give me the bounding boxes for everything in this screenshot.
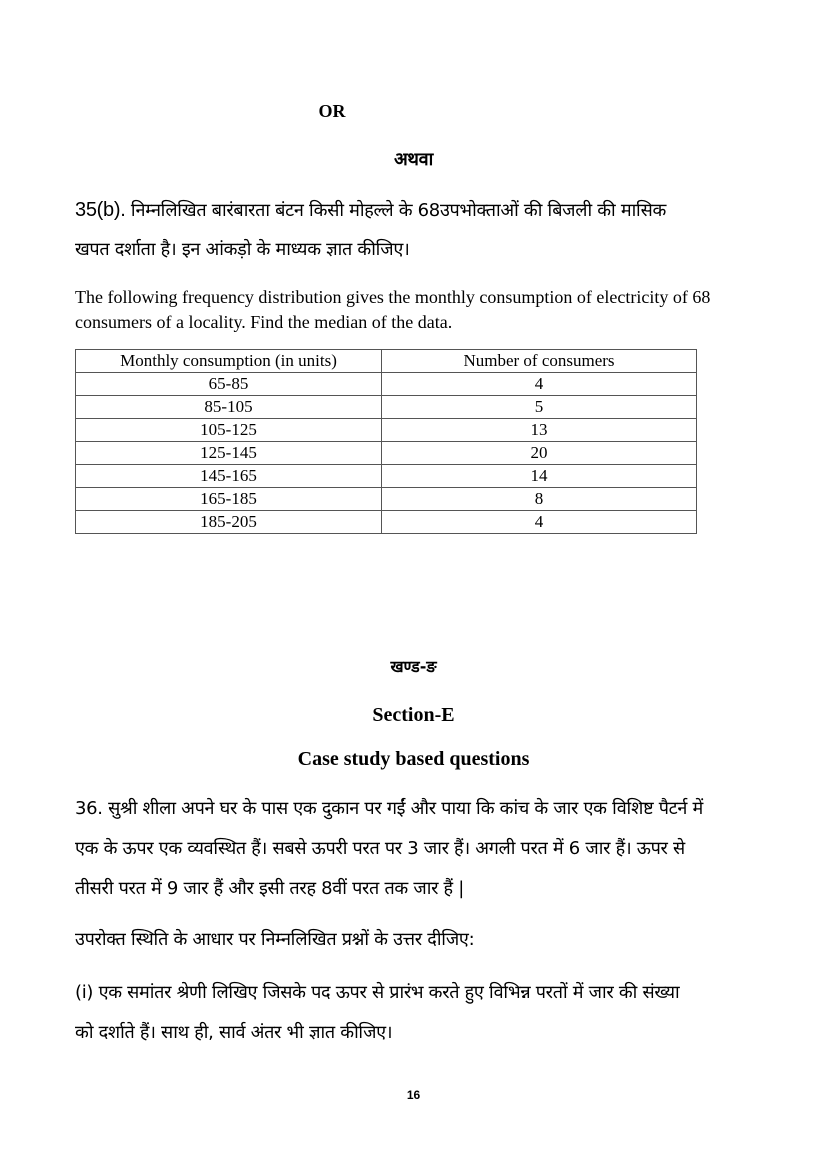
- frequency-table: [75, 349, 697, 534]
- page-number: 16: [406, 1088, 421, 1102]
- table-row: [76, 442, 697, 465]
- table-cell: 65-85: [76, 373, 382, 396]
- table-cell: 14: [382, 465, 697, 488]
- table-row: [76, 396, 697, 419]
- question-text: निम्नलिखित बारंबारता बंटन किसी मोहल्ले के 68उपभोक्ताओं की बिजली की मासिक: [125, 200, 667, 221]
- column-header: Number of consumers: [382, 350, 697, 373]
- table-cell: 5: [382, 396, 697, 419]
- question-36-line2: एक के ऊपर एक व्यवस्थित हैं। सबसे ऊपरी परत पर 3 जार हैं। अगली परत में 6 जार हैं। ऊपर से: [75, 838, 685, 859]
- table-row: [76, 511, 697, 534]
- table-cell: 145-165: [76, 465, 382, 488]
- table-cell: 4: [382, 511, 697, 534]
- question-36-part-i-line1: (i) एक समांतर श्रेणी लिखिए जिसके पद ऊपर से प्रारंभ करते हुए विभिन्न परतों में जार की संख्या: [75, 982, 680, 1003]
- athva-heading: अथवा: [393, 149, 434, 170]
- table-row: [76, 465, 697, 488]
- table-row: [76, 488, 697, 511]
- question-35b-hindi-line1: [75, 198, 666, 222]
- table-cell: 125-145: [76, 442, 382, 465]
- table-cell: 4: [382, 373, 697, 396]
- table-cell: 8: [382, 488, 697, 511]
- table-cell: 165-185: [76, 488, 382, 511]
- question-35b-hindi-line2: खपत दर्शाता है। इन आंकड़ो के माध्यक ज्ञात कीजिए।: [75, 239, 410, 260]
- table-cell: 105-125: [76, 419, 382, 442]
- table-row: [76, 419, 697, 442]
- section-hindi-title: खण्ड-ङ: [390, 657, 437, 676]
- or-heading: OR: [318, 101, 346, 121]
- table-cell: 13: [382, 419, 697, 442]
- section-subtitle: Case study based questions: [297, 748, 530, 770]
- question-36-part-i-line2: को दर्शाते हैं। साथ ही, सार्व अंतर भी ज्ञात कीजिए।: [75, 1022, 393, 1043]
- question-35b-english: The following frequency distribution gives the monthly consumption of electricity of 68 consumers of a locality. Find the median of the data.: [75, 287, 711, 332]
- question-number: 35(b).: [75, 199, 126, 221]
- section-title: Section-E: [372, 704, 455, 726]
- table-cell: 185-205: [76, 511, 382, 534]
- column-header: Monthly consumption (in units): [76, 350, 382, 373]
- table-cell: 20: [382, 442, 697, 465]
- table-cell: 85-105: [76, 396, 382, 419]
- table-header-row: [76, 350, 697, 373]
- question-36-line1: 36. सुश्री शीला अपने घर के पास एक दुकान पर गईं और पाया कि कांच के जार एक विशिष्ट पैटर्न में: [75, 798, 703, 819]
- table-row: [76, 373, 697, 396]
- question-36-instruction: उपरोक्त स्थिति के आधार पर निम्नलिखित प्रश्नों के उत्तर दीजिए:: [75, 929, 475, 950]
- question-36-line3: तीसरी परत में 9 जार हैं और इसी तरह 8वीं परत तक जार हैं |: [75, 878, 464, 899]
